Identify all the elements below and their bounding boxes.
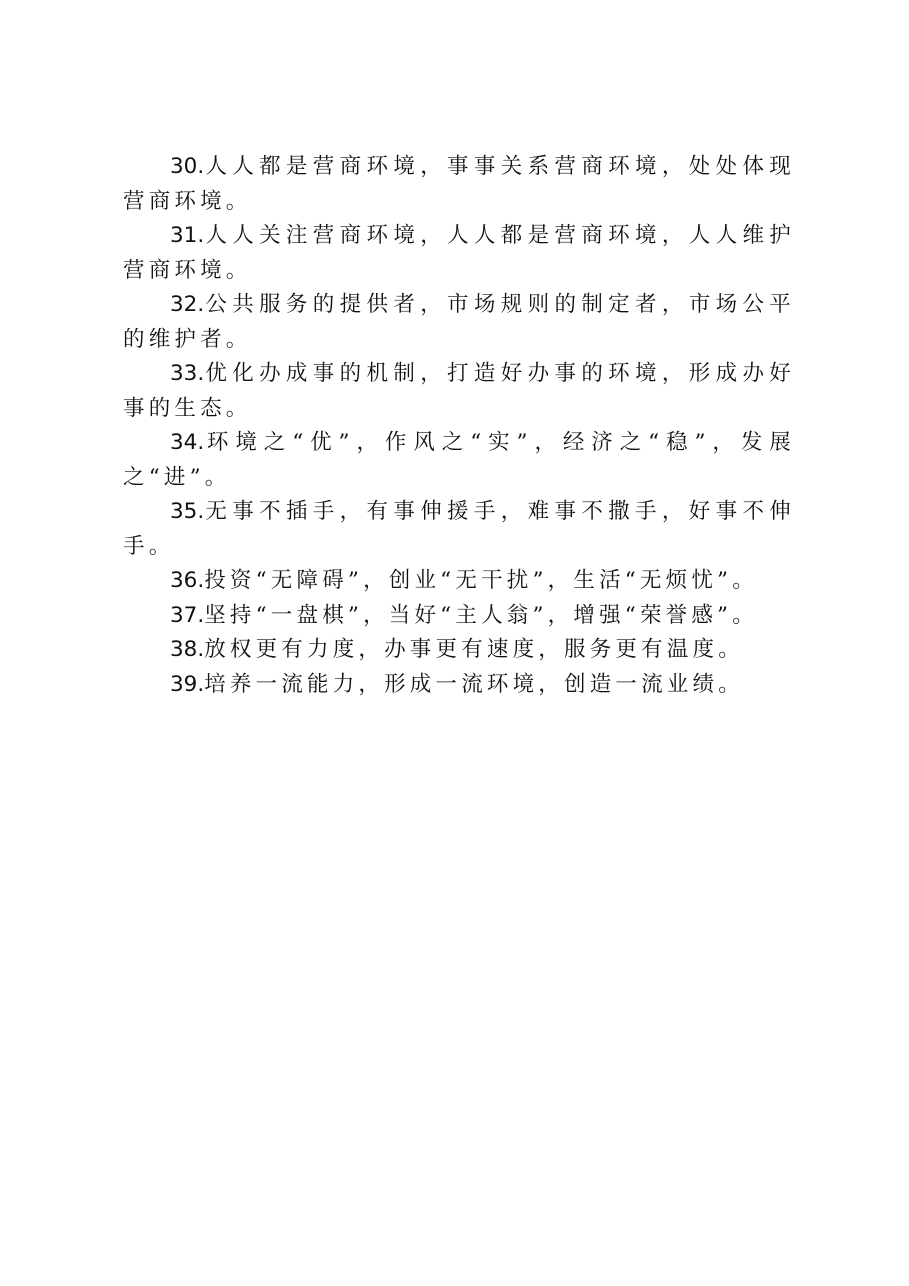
list-item-30	[123, 150, 795, 219]
item-text: 投资“无障碍”，创业“无干扰”，生活“无烦忧”。	[204, 568, 758, 593]
list-item-32	[123, 288, 795, 357]
item-number: 35.	[170, 499, 205, 524]
list-item-37	[123, 599, 795, 634]
item-number: 36.	[170, 568, 205, 593]
list-item-38	[123, 633, 795, 668]
item-text: 坚持“一盘棋”，当好“主人翁”，增强“荣誉感”。	[204, 602, 758, 628]
item-text: 优化办成事的机制，打造好办事的环境，形成办好事的生态。	[123, 361, 795, 421]
list-item-39	[123, 668, 795, 703]
item-text: 无事不插手，有事伸援手，难事不撒手，好事不伸手。	[123, 499, 795, 559]
item-text: 人人都是营商环境，事事关系营商环境，处处体现营商环境。	[123, 154, 795, 214]
item-text: 环境之“优”，作风之“实”，经济之“稳”，发展之“进”。	[123, 430, 795, 490]
item-number: 39.	[170, 671, 205, 697]
item-text: 公共服务的提供者，市场规则的制定者，市场公平的维护者。	[123, 292, 795, 352]
item-number: 38.	[170, 637, 205, 662]
item-number: 33.	[170, 361, 205, 386]
list-item-33	[123, 357, 795, 426]
item-number: 32.	[170, 292, 205, 317]
list-item-36	[123, 564, 795, 599]
item-number: 37.	[170, 602, 205, 628]
list-item-35	[123, 495, 795, 564]
list-item-34	[123, 426, 795, 495]
item-text: 放权更有力度，办事更有速度，服务更有温度。	[204, 637, 744, 662]
item-text: 培养一流能力，形成一流环境，创造一流业绩。	[204, 671, 744, 697]
item-number: 30.	[170, 154, 205, 179]
list-item-31	[123, 219, 795, 288]
item-text: 人人关注营商环境，人人都是营商环境，人人维护营商环境。	[123, 223, 795, 283]
item-number: 31.	[170, 223, 205, 248]
item-number: 34.	[170, 430, 205, 455]
document-body	[123, 150, 795, 702]
